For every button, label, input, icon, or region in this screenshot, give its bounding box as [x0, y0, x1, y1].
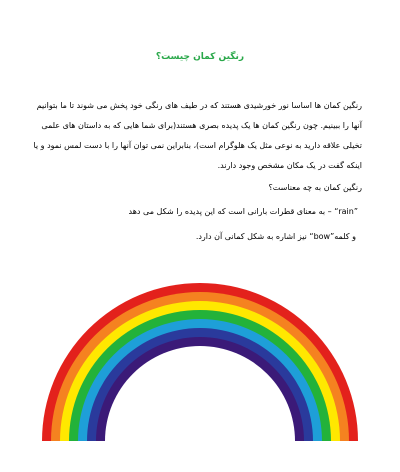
rain-definition-line: ”rain“ – به معنای قطرات بارانی است که این پدیده را شکل می دهد: [128, 207, 358, 216]
rainbow-image: [40, 281, 360, 441]
paragraph-line: آنها را ببینیم. چون رنگین کمان ها یک پدیده بصری هستند(برای شما هایی که به داستان های علمی: [41, 121, 362, 130]
paragraph-line: اینکه گفت در یک مکان مشخص وجود دارند.: [217, 161, 362, 170]
body-paragraph: [32, 96, 362, 176]
rainbow-graphic: [40, 281, 360, 441]
paragraph-line: تخیلی علاقه دارید به نوعی مثل یک هلوگرام است)، بنابراین نمی توان آنها را با دست لمس نمود و یا: [33, 141, 362, 150]
paragraph-line: رنگین کمان ها اساسا نور خورشیدی هستند که در طیف های رنگی خود پخش می شوند تا ما بتوانیم: [36, 101, 362, 110]
question-line: رنگین کمان به چه معناست؟: [268, 183, 362, 192]
bow-definition-line: و کلمه”bow“ نیز اشاره به شکل کمانی آن دارد.: [195, 232, 356, 241]
document-title: رنگین کمان چیست؟: [155, 52, 245, 62]
